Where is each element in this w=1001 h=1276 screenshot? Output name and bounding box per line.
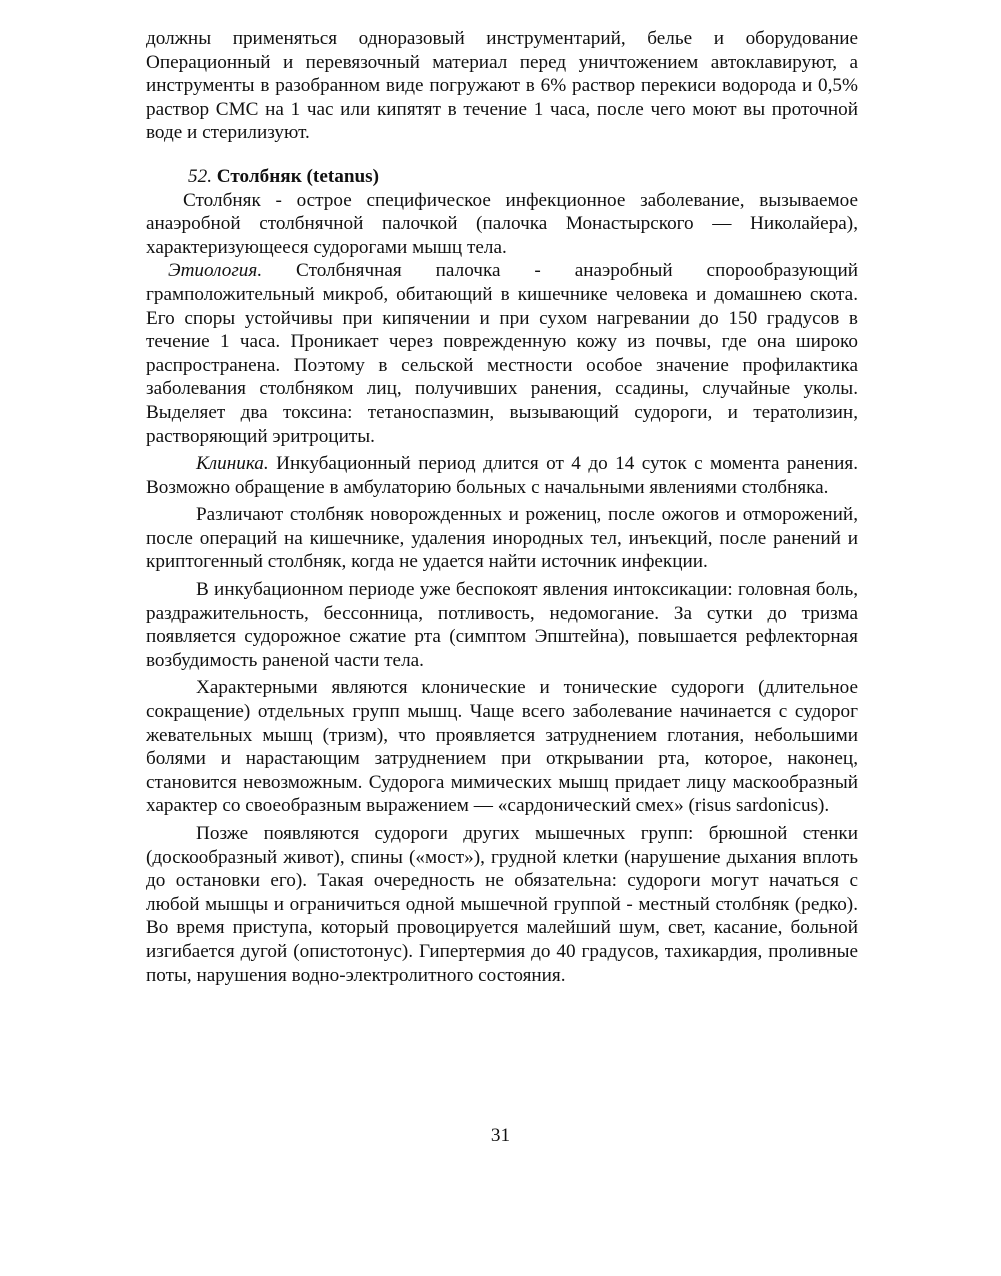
clinic-paragraph xyxy=(146,452,858,499)
page-body xyxy=(146,27,858,987)
incubation-paragraph: В инкубационном периоде уже беспокоят явления интоксикации: головная боль, раздражительность, бессонница, потливость, недомогание. За сутки до тризма появляется судорожное сжатие рта (симптом Эпштейна), повышается рефлекторная возбудимость раненой части тела. xyxy=(146,579,858,671)
definition-paragraph: Столбняк - острое специфическое инфекционное заболевание, вызываемое анаэробной столбнячной палочкой (палочка Монастырского — Николайера), характеризующееся судорогами мышц тела. xyxy=(146,189,858,258)
section-heading xyxy=(188,165,858,189)
forms-paragraph: Различают столбняк новорожденных и рожениц, после ожогов и отморожений, после операций на кишечнике, удаления инородных тел, инъекций, после ранений и криптогенный столбняк, когда не удается найти источник инфекции. xyxy=(146,504,858,573)
section-title: Столбняк (tetanus) xyxy=(216,165,380,187)
clinic-label: Клиника. xyxy=(196,453,269,475)
later-stage-paragraph: Позже появляются судороги других мышечных групп: брюшной стенки (доскообразный живот), спины («мост»), грудной клетки (нарушение дыхания вплоть до остановки его). Такая очередность не обязательна: судороги могут начаться с любой мышцы и ограничиться одной мышечной группой - местный столбняк (редко). Во время приступа, который провоцируется малейший шум, свет, касание, больной изгибается дугой (опистотонус). Гипертермия до 40 градусов, тахикардия, проливные поты, нарушения водно-электролитного состояния. xyxy=(146,823,858,986)
convulsions-paragraph: Характерными являются клонические и тонические судороги (длительное сокращение) отдельных групп мышц. Чаще всего заболевание начинается с судорог жевательных мышц (тризм), что проявляется затруднением глотания, небольшими болями и нарастающим затруднением при открывании рта, которое, наконец, становится невозможным. Судорога мимических мышц придает лицу маскообразный характер со своеобразным выражением — «сардонический смех» (risus sardonicus). xyxy=(146,677,858,817)
intro-paragraph: должны применяться одноразовый инструментарий, белье и оборудование Операционный и перевязочный материал перед уничтожением автоклавируют, а инструменты в разобранном виде погружают в 6% раствор перекиси водорода и 0,5% раствор СМС на 1 час или кипятят в течение 1 часа, после чего моют вы проточной воде и стерилизуют. xyxy=(146,28,858,144)
clinic-text: Инкубационный период длится от 4 до 14 суток с момента ранения. Возможно обращение в амбулаторию больных с начальными явлениями столбняка. xyxy=(146,453,858,498)
etiology-text: Столбнячная палочка - анаэробный спорообразующий грамположительный микроб, обитающий в кишечнике человека и домашнею скота. Его споры устойчивы при кипячении и при сухом нагревании до 150 градусов в течение 1 часа. Проникает через поврежденную кожу из почвы, где она широко распространена. Поэтому в сельской местности особое значение профилактика заболевания столбняком лиц, получивших ранения, ссадины, случайные уколы. Выделяет два токсина: тетаноспазмин, вызывающий судороги, и тератолизин, растворяющий эритроциты. xyxy=(146,260,858,447)
etiology-label: Этиология. xyxy=(168,260,263,282)
page-number: 31 xyxy=(490,1125,511,1146)
section-number: 52. xyxy=(188,165,212,187)
etiology-paragraph xyxy=(146,259,858,448)
